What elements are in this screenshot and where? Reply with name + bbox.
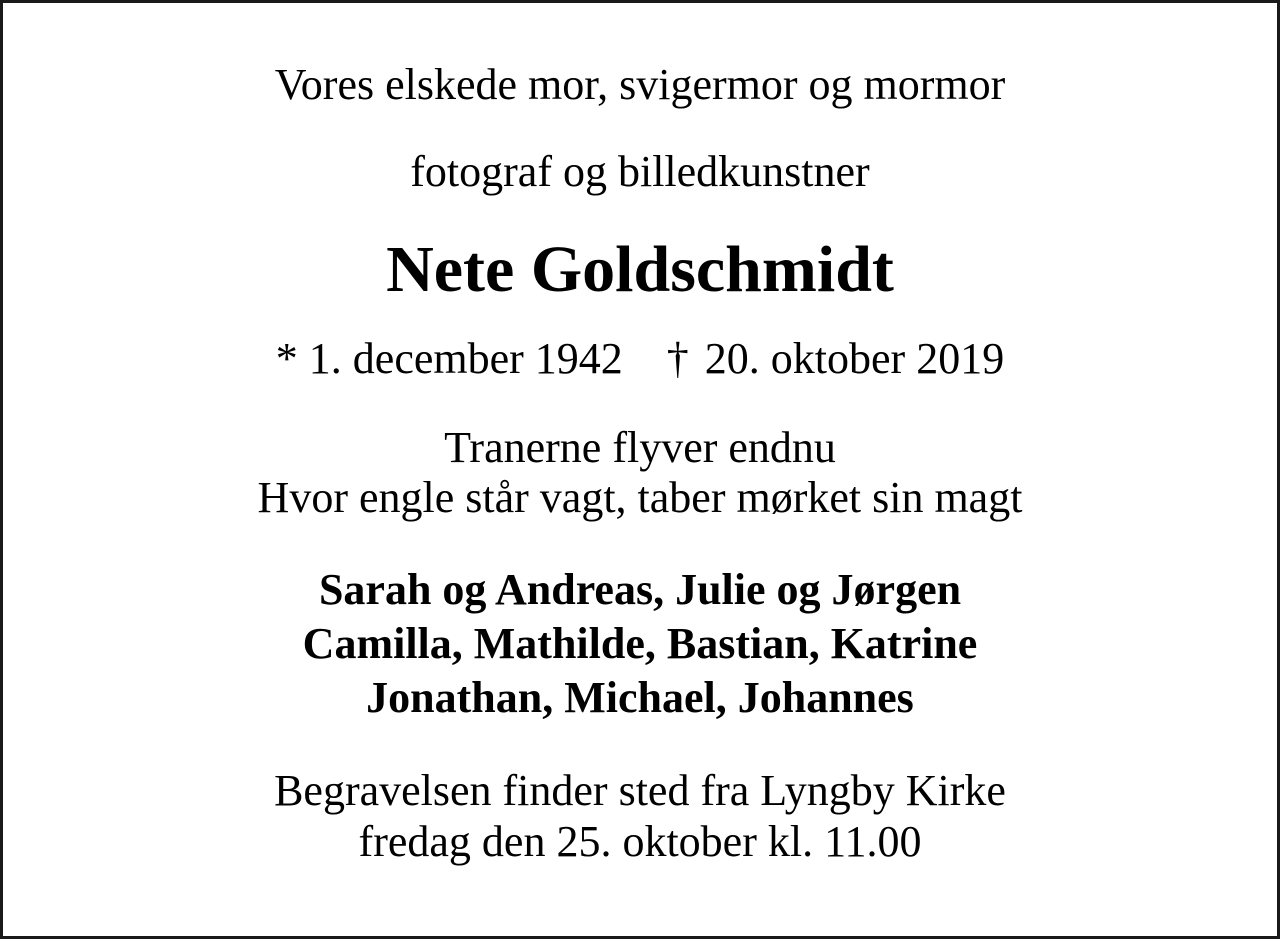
funeral-line: fredag den 25. oktober kl. 11.00 [358,817,922,866]
birth-symbol: * [275,334,298,383]
verse [3,423,1277,523]
birth-date: 1. december 1942 [308,334,623,383]
profession-text: fotograf og billedkunstner [410,147,870,196]
verse-line: Hvor engle står vagt, taber mørket sin magt [257,473,1023,522]
deceased-name: Nete Goldschmidt [386,233,894,306]
verse-line: Tranerne flyver endnu [444,423,836,472]
family-names [3,563,1277,725]
death-date: 20. oktober 2019 [704,334,1005,383]
funeral-line: Begravelsen finder sted fra Lyngby Kirke [274,766,1006,815]
family-line: Sarah og Andreas, Julie og Jørgen [318,565,962,614]
intro-text: Vores elskede mor, svigermor og mormor [274,60,1006,109]
family-line: Jonathan, Michael, Johannes [366,673,914,722]
funeral-info [3,765,1277,867]
life-dates [3,333,1277,385]
death-symbol: † [666,334,689,383]
family-line: Camilla, Mathilde, Bastian, Katrine [302,619,978,668]
